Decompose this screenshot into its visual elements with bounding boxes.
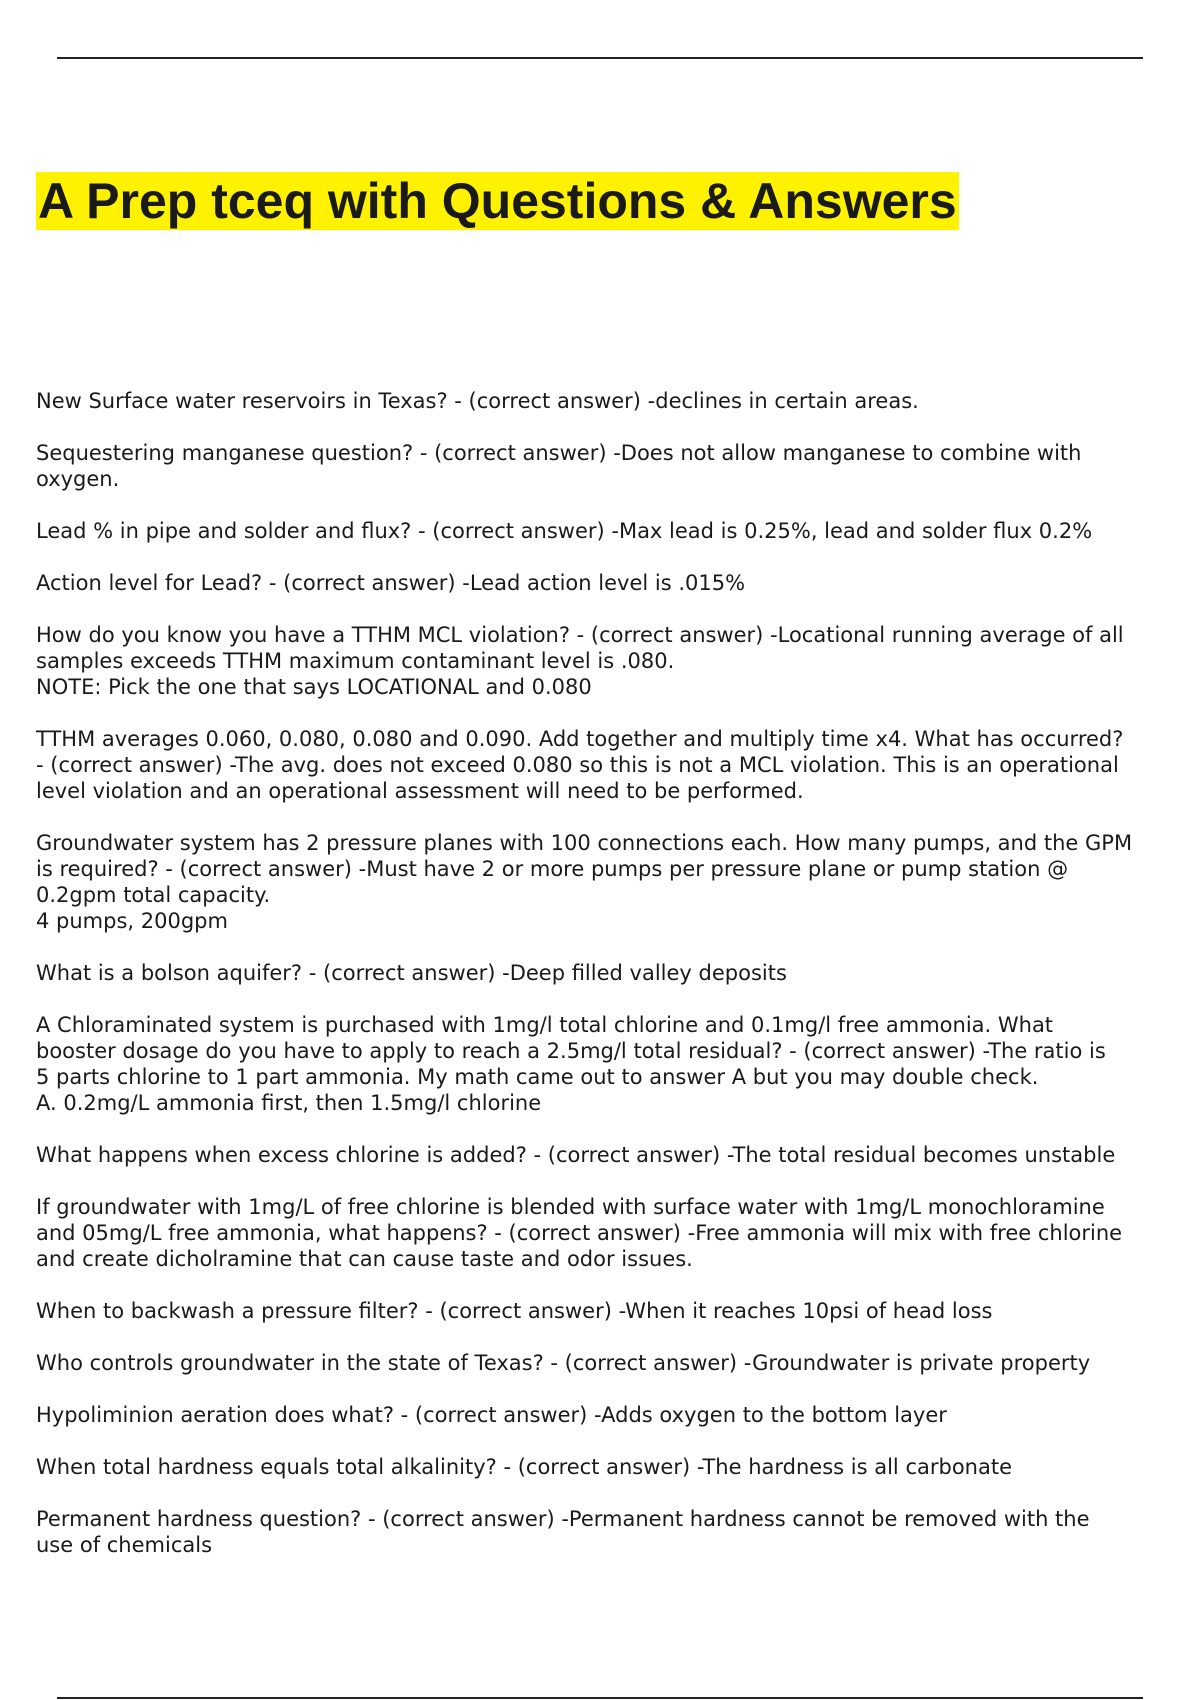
qa-item <box>36 1012 1196 1116</box>
qa-line: When to backwash a pressure filter? - (correct answer) -When it reaches 10psi of head loss <box>36 1299 993 1323</box>
bottom-rule <box>57 1697 1143 1699</box>
qa-line: Permanent hardness question? - (correct answer) -Permanent hardness cannot be removed with the <box>36 1507 1090 1531</box>
qa-item <box>36 1350 1196 1376</box>
qa-line: NOTE: Pick the one that says LOCATIONAL and 0.080 <box>36 675 592 699</box>
qa-line: booster dosage do you have to apply to reach a 2.5mg/l total residual? - (correct answer) -The ratio is <box>36 1039 1106 1063</box>
qa-line: What is a bolson aquifer? - (correct answer) -Deep filled valley deposits <box>36 961 787 985</box>
qa-line: level violation and an operational assessment will need to be performed. <box>36 779 804 803</box>
qa-item <box>36 622 1196 700</box>
qa-line: 5 parts chlorine to 1 part ammonia. My math came out to answer A but you may double check. <box>36 1065 1039 1089</box>
qa-line: - (correct answer) -The avg. does not exceed 0.080 so this is not a MCL violation. This is an operational <box>36 753 1119 777</box>
qa-line: What happens when excess chlorine is added? - (correct answer) -The total residual becomes unstable <box>36 1143 1116 1167</box>
qa-line: TTHM averages 0.060, 0.080, 0.080 and 0.090. Add together and multiply time x4. What has occurred? <box>36 727 1124 751</box>
qa-line: Hypoliminion aeration does what? - (correct answer) -Adds oxygen to the bottom layer <box>36 1403 947 1427</box>
qa-line: Groundwater system has 2 pressure planes with 100 connections each. How many pumps, and the GPM <box>36 831 1133 855</box>
qa-line: Who controls groundwater in the state of Texas? - (correct answer) -Groundwater is private property <box>36 1351 1091 1375</box>
qa-item <box>36 960 1196 986</box>
qa-item <box>36 1402 1196 1428</box>
qa-item <box>36 388 1196 414</box>
qa-line: use of chemicals <box>36 1533 213 1557</box>
qa-item <box>36 440 1196 492</box>
qa-item <box>36 570 1196 596</box>
qa-item <box>36 1194 1196 1272</box>
top-rule <box>57 57 1143 59</box>
qa-item <box>36 1506 1196 1558</box>
qa-line: 4 pumps, 200gpm <box>36 909 228 933</box>
qa-item <box>36 726 1196 804</box>
qa-item <box>36 1298 1196 1324</box>
qa-line: A. 0.2mg/L ammonia first, then 1.5mg/l chlorine <box>36 1091 542 1115</box>
qa-line: Action level for Lead? - (correct answer) -Lead action level is .015% <box>36 571 746 595</box>
qa-line: and create dicholramine that can cause taste and odor issues. <box>36 1247 693 1271</box>
qa-line: When total hardness equals total alkalinity? - (correct answer) -The hardness is all carbonate <box>36 1455 1012 1479</box>
qa-line: If groundwater with 1mg/L of free chlorine is blended with surface water with 1mg/L monochloramine <box>36 1195 1105 1219</box>
page-title: A Prep tceq with Questions & Answers <box>38 173 957 229</box>
qa-line: and 05mg/L free ammonia, what happens? - (correct answer) -Free ammonia will mix with free chlorine <box>36 1221 1123 1245</box>
qa-item <box>36 1142 1196 1168</box>
qa-line: is required? - (correct answer) -Must have 2 or more pumps per pressure plane or pump station @ <box>36 857 1069 881</box>
qa-item <box>36 518 1196 544</box>
qa-line: oxygen. <box>36 467 120 491</box>
qa-line: Lead % in pipe and solder and flux? - (correct answer) -Max lead is 0.25%, lead and solder flux 0.2% <box>36 519 1093 543</box>
qa-line: samples exceeds TTHM maximum contaminant level is .080. <box>36 649 675 673</box>
qa-line: Sequestering manganese question? - (correct answer) -Does not allow manganese to combine with <box>36 441 1082 465</box>
qa-item <box>36 1454 1196 1480</box>
qa-item <box>36 830 1196 934</box>
title-block <box>36 172 959 230</box>
qa-line: A Chloraminated system is purchased with 1mg/l total chlorine and 0.1mg/l free ammonia. What <box>36 1013 1054 1037</box>
qa-line: How do you know you have a TTHM MCL violation? - (correct answer) -Locational running average of all <box>36 623 1124 647</box>
qa-line: 0.2gpm total capacity. <box>36 883 271 907</box>
qa-list <box>36 388 1196 1584</box>
qa-line: New Surface water reservoirs in Texas? - (correct answer) -declines in certain areas. <box>36 389 919 413</box>
